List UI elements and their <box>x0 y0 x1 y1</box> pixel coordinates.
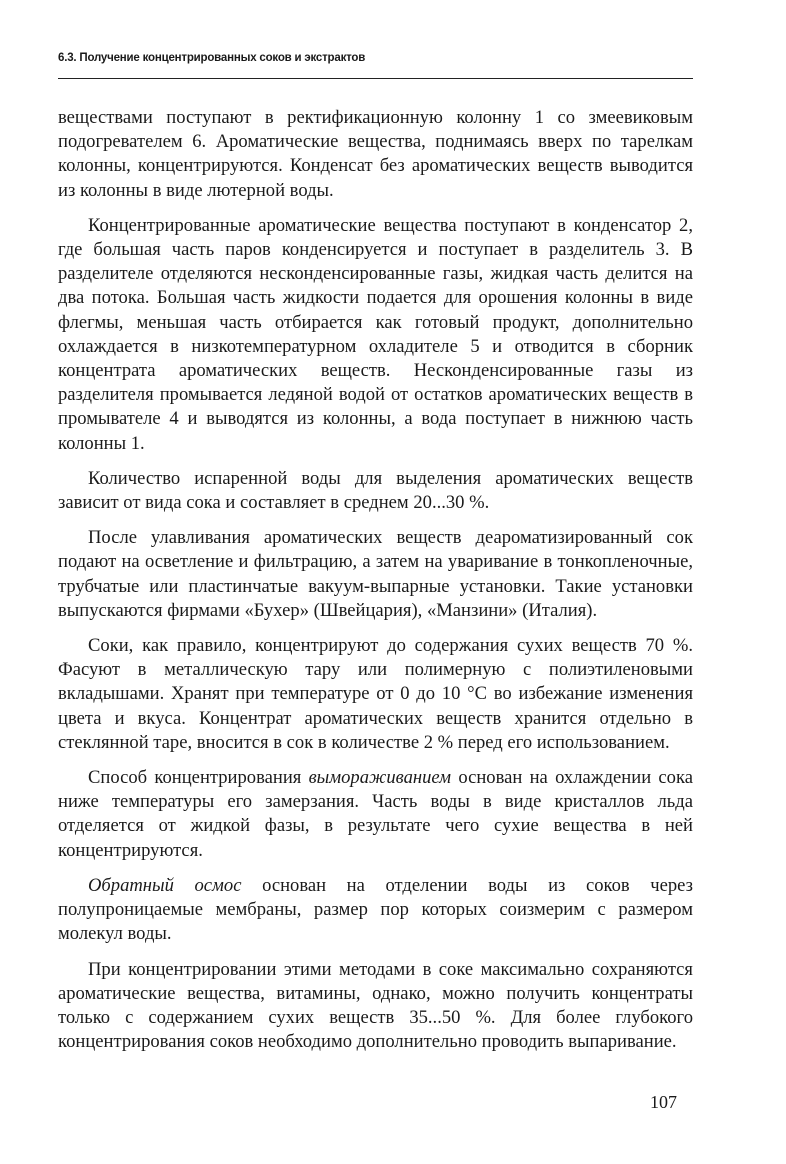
running-header: 6.3. Получение концентрированных соков и экстрактов <box>58 52 693 79</box>
paragraph-2: Концентрированные ароматические вещества поступают в конденсатор 2, где большая часть паров конденсируется и поступает в разделитель 3. В разделителе отделяются несконденсированные газы, жидкая часть делится на два потока. Большая часть жидкости подается для орошения колонны в виде флегмы, меньшая часть отбирается как готовый продукт, дополнительно охлаждается в низкотемпературном охладителе 5 и отводится в сборник концентрата ароматических веществ. Несконденсированные газы из разделителя промывается ледяной водой от остатков ароматических веществ в промывателе 4 и выводятся из колонны, а вода поступает в нижнюю часть колонны 1. <box>58 214 693 454</box>
term-freezing: вымораживанием <box>308 767 452 789</box>
paragraph-1: веществами поступают в ректификационную колонну 1 со змеевиковым подогревателем 6. Ароматические вещества, поднимаясь вверх по тарелкам колонны, концентрируются. Конденсат без ароматических веществ выводится из колонны в виде лютерной воды. <box>58 107 693 201</box>
paragraph-3: Количество испаренной воды для выделения ароматических веществ зависит от вида сока и составляет в среднем 20...30 %. <box>58 467 693 514</box>
term-reverse-osmosis: Обратный осмос <box>88 874 242 896</box>
paragraph-8: При концентрировании этими методами в соке максимально сохраняются ароматические вещества, витамины, однако, можно получить концентраты только с содержанием сухих веществ 35...50 %. Для более глубокого концентрирования соков необходимо дополнительно проводить выпаривание. <box>58 958 693 1053</box>
paragraph-7-rest: основан на отделении воды из соков через полупроницаемые мембраны, размер пор которых соизмерим с размером молекул воды. <box>58 874 693 945</box>
paragraph-6-lead: Способ концентрирования <box>88 767 309 789</box>
paragraph-6-rest: основан на охлаждении сока ниже температуры его замерзания. Часть воды в виде кристаллов льда отделяется от жидкой фазы, в результате чего сухие вещества в ней концентрируются. <box>58 767 693 861</box>
page-number: 107 <box>650 1092 677 1112</box>
paragraph-6 <box>58 766 693 863</box>
paragraph-5: Соки, как правило, концентрируют до содержания сухих веществ 70 %. Фасуют в металлическую тару или полимерную с полиэтиленовыми вкладышами. Хранят при температуре от 0 до 10 °С во избежание изменения цвета и вкуса. Концентрат ароматических веществ хранится отдельно в стеклянной таре, вносится в сок в количестве 2 % перед его использованием. <box>58 635 693 753</box>
page-body <box>58 106 693 1065</box>
paragraph-7 <box>58 874 693 947</box>
paragraph-4: После улавливания ароматических веществ деароматизированный сок подают на осветление и фильтрацию, а затем на уваривание в тонкопленочные, трубчатые или пластинчатые вакуум-выпарные установки. Такие установки выпускаются фирмами «Бухер» (Швейцария), «Манзини» (Италия). <box>58 527 693 621</box>
